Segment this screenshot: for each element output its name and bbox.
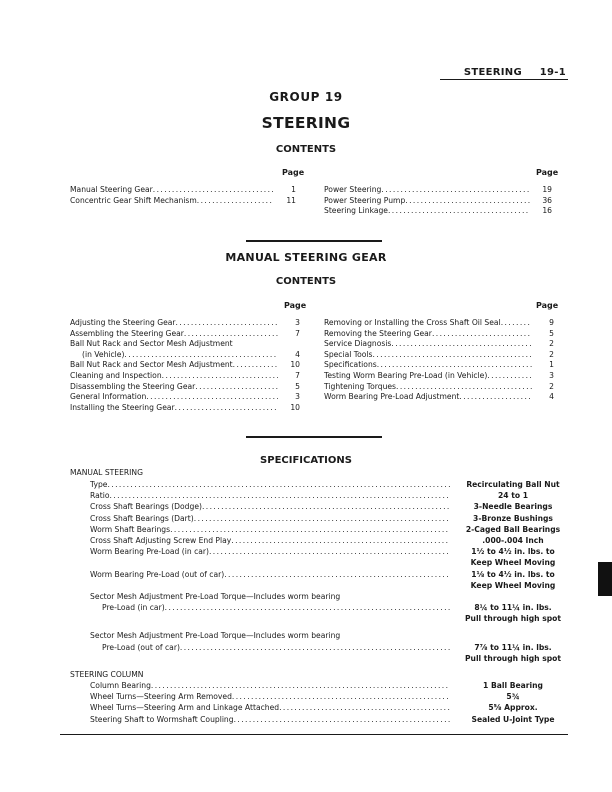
toc-entry-page: 1	[291, 185, 296, 194]
spec-label: Worm Shaft Bearings	[90, 524, 171, 534]
running-header	[450, 67, 566, 78]
toc-entry-page: 19	[542, 185, 552, 194]
toc-entry[interactable]	[324, 318, 554, 329]
spec-label: Steering Shaft to Wormshaft Coupling	[90, 714, 234, 724]
toc-entry[interactable]	[70, 371, 300, 382]
spec-value: Recirculating Ball Nut	[466, 480, 560, 489]
toc-entry-page: 9	[549, 318, 554, 327]
spec-value: Keep Wheel Moving	[470, 580, 556, 590]
spec-label: Pre-Load (in car)	[102, 603, 165, 613]
leader-dots	[202, 501, 450, 512]
spec-row	[90, 691, 568, 702]
leader-dots	[146, 392, 278, 403]
spec-category-steering-column: STEERING COLUMN	[70, 670, 144, 679]
toc-entry-title: Adjusting the Steering Gear	[70, 318, 176, 327]
toc-entry-title: Ball Nut Rack and Sector Mesh Adjustment	[70, 339, 233, 349]
spec-value: 1½ to 4½ in. lbs. to	[471, 547, 555, 557]
manual-toc-left-column	[70, 318, 300, 413]
leader-dots	[153, 185, 274, 196]
leader-dots	[151, 680, 450, 691]
toc-entry-page: 7	[295, 370, 300, 380]
spec-row	[90, 680, 568, 691]
toc-entry[interactable]	[70, 329, 300, 340]
toc-entry-page: 3	[549, 370, 554, 380]
toc-entry	[70, 339, 300, 350]
toc-entry-page: 1	[549, 360, 554, 370]
spec-value: 1 Ball Bearing	[483, 681, 543, 690]
leader-dots	[180, 642, 450, 653]
spec-value: Keep Wheel Moving	[470, 558, 556, 568]
toc-entry[interactable]	[324, 360, 554, 371]
thumb-index-tab	[598, 562, 612, 596]
spec-value: 3-Needle Bearings	[473, 502, 553, 512]
manual-toc-right-column	[324, 318, 554, 403]
spec-label: Worm Bearing Pre-Load (in car)	[90, 547, 209, 557]
toc-entry-title: Cleaning and Inspection	[70, 370, 162, 380]
leader-dots	[107, 479, 450, 490]
leader-dots	[224, 569, 450, 580]
toc-entry[interactable]	[324, 206, 552, 217]
spec-label: Cross Shaft Bearings (Dodge)	[90, 502, 202, 512]
spec-value: Pull through high spot	[464, 653, 561, 663]
toc-left-page-label: Page	[282, 168, 305, 177]
toc-entry-page: 2	[549, 381, 554, 391]
toc-entry[interactable]	[324, 392, 554, 403]
toc-entry-page: 4	[295, 349, 300, 359]
leader-dots	[381, 185, 530, 196]
leader-dots	[377, 360, 532, 371]
spec-value: 5⅝ Approx.	[488, 703, 538, 713]
spec-row	[90, 479, 568, 490]
spec-row	[90, 569, 568, 580]
spec-label: Cross Shaft Adjusting Screw End Play	[90, 535, 232, 545]
leader-dots	[487, 371, 532, 382]
toc-entry-page: 11	[286, 195, 296, 205]
leader-dots	[194, 513, 450, 524]
toc-entry-page: 36	[542, 195, 552, 205]
toc-entry-title: Specifications	[324, 360, 377, 370]
toc-entry-title: Disassembling the Steering Gear	[70, 381, 196, 391]
leader-dots	[405, 196, 530, 207]
toc-entry-title: Worm Bearing Pre-Load Adjustment	[324, 392, 460, 402]
spec-row	[90, 501, 568, 512]
leader-dots	[396, 382, 532, 393]
toc-entry-title: General Information	[70, 392, 147, 402]
toc-entry-title: Service Diagnosis	[324, 339, 392, 349]
spec-row	[90, 513, 568, 524]
toc-entry-page: 10	[290, 360, 300, 370]
section-heading-manual-steering-gear: MANUAL STEERING GEAR	[225, 251, 387, 264]
toc-entry[interactable]	[70, 360, 300, 371]
spec-row	[90, 714, 568, 725]
toc-entry-title: Power Steering	[324, 185, 382, 194]
section-divider	[246, 436, 382, 438]
leader-dots	[279, 702, 450, 713]
toc-entry-page: 5	[295, 381, 300, 391]
toc-left-column	[70, 185, 296, 206]
spec-row	[90, 580, 568, 591]
spec-label: Ratio	[90, 491, 110, 501]
section-divider	[246, 240, 382, 242]
toc-entry[interactable]	[324, 185, 552, 196]
leader-dots	[176, 318, 278, 329]
toc-entry-title: (in Vehicle)	[82, 349, 125, 359]
spec-value: .000-.004 Inch	[482, 535, 544, 545]
spec-label: Type	[90, 480, 108, 489]
leader-dots	[231, 535, 450, 546]
spec-value: 1⅛ to 4½ in. lbs. to	[471, 569, 555, 579]
toc-entry-title: Removing or Installing the Cross Shaft Oil Seal	[324, 318, 501, 327]
spec-label: Wheel Turns—Steering Arm Removed	[90, 692, 232, 702]
toc-entry[interactable]	[324, 350, 554, 361]
toc-entry-title: Special Tools	[324, 349, 373, 359]
toc-entry-page: 4	[549, 392, 554, 402]
spec-value: 2-Caged Ball Bearings	[465, 524, 561, 534]
spec-row	[90, 591, 568, 602]
page-title: STEERING	[261, 114, 351, 132]
toc-entry[interactable]	[70, 350, 300, 361]
spec-value: 5¾	[506, 692, 520, 702]
leader-dots	[388, 206, 530, 217]
toc-entry-title: Power Steering Pump	[324, 195, 406, 205]
spec-table-manual	[90, 479, 568, 664]
manual-left-page-label: Page	[284, 301, 307, 310]
leader-dots	[391, 339, 532, 350]
toc-entry[interactable]	[70, 403, 300, 414]
spec-row	[90, 613, 568, 624]
spec-value: Pull through high spot	[464, 614, 561, 624]
spec-value: 8¼ to 11¼ in. lbs.	[474, 603, 552, 613]
spec-row	[90, 653, 568, 664]
header-section: STEERING	[463, 67, 522, 78]
contents-heading: CONTENTS	[275, 144, 337, 155]
toc-entry-title: Testing Worm Bearing Pre-Load (in Vehicle)	[324, 370, 488, 380]
spec-row	[90, 630, 568, 641]
spec-value: 3-Bronze Bushings	[473, 513, 553, 523]
spec-label: Sector Mesh Adjustment Pre-Load Torque—Includes worm bearing	[90, 591, 341, 601]
toc-entry-page: 2	[549, 349, 554, 359]
leader-dots	[175, 403, 278, 414]
leader-dots	[184, 329, 278, 340]
spec-row	[90, 546, 568, 557]
spec-value: 24 to 1	[498, 491, 528, 501]
leader-dots	[110, 490, 451, 501]
toc-entry-page: 2	[549, 339, 554, 349]
spec-label: Pre-Load (out of car)	[102, 642, 180, 652]
spec-label: Cross Shaft Bearings (Dart)	[90, 513, 194, 523]
spec-label: Wheel Turns—Steering Arm and Linkage Attached	[90, 703, 280, 713]
toc-entry[interactable]	[324, 382, 554, 393]
spec-value: 7⅞ to 11¼ in. lbs.	[474, 642, 552, 652]
leader-dots	[209, 546, 450, 557]
leader-dots	[233, 360, 278, 371]
toc-entry-title: Assembling the Steering Gear	[70, 328, 184, 338]
leader-dots	[162, 371, 278, 382]
spec-row	[90, 524, 568, 535]
spec-row	[90, 490, 568, 501]
spec-table-column	[90, 680, 568, 725]
leader-dots	[459, 392, 532, 403]
leader-dots	[195, 382, 278, 393]
header-rule	[440, 79, 568, 80]
toc-entry-page: 10	[290, 402, 300, 412]
toc-entry-page: 3	[295, 318, 300, 327]
leader-dots	[501, 318, 532, 329]
specifications-heading: SPECIFICATIONS	[260, 455, 352, 466]
toc-entry-title: Removing the Steering Gear	[324, 328, 432, 338]
manual-right-page-label: Page	[536, 301, 559, 310]
spec-row	[90, 702, 568, 713]
spec-value: Sealed U-Joint Type	[471, 714, 555, 724]
toc-entry-title: Ball Nut Rack and Sector Mesh Adjustment	[70, 360, 233, 370]
toc-entry-page: 3	[295, 392, 300, 402]
spec-label: Column Bearing	[90, 681, 151, 690]
bottom-rule	[60, 734, 568, 735]
toc-entry[interactable]	[70, 392, 300, 403]
toc-entry-title: Installing the Steering Gear	[70, 402, 175, 412]
toc-entry[interactable]	[324, 196, 552, 207]
toc-entry-page: 5	[549, 328, 554, 338]
leader-dots	[232, 691, 450, 702]
spec-category-manual-steering: MANUAL STEERING	[70, 468, 143, 477]
toc-entry[interactable]	[70, 382, 300, 393]
spec-label: Worm Bearing Pre-Load (out of car)	[90, 569, 225, 579]
group-heading: GROUP 19	[269, 90, 343, 104]
toc-entry-page: 16	[542, 206, 552, 216]
spec-label: Sector Mesh Adjustment Pre-Load Torque—Includes worm bearing	[90, 631, 341, 641]
toc-entry[interactable]	[70, 318, 300, 329]
spec-row	[90, 642, 568, 653]
leader-dots	[165, 602, 450, 613]
toc-entry-page: 7	[295, 328, 300, 338]
manual-contents-heading: CONTENTS	[275, 276, 337, 287]
spec-row	[90, 557, 568, 568]
leader-dots	[170, 524, 450, 535]
toc-entry-title: Tightening Torques	[324, 381, 397, 391]
leader-dots	[124, 350, 278, 361]
leader-dots	[197, 196, 274, 207]
toc-entry[interactable]	[70, 185, 296, 196]
toc-entry[interactable]	[324, 371, 554, 382]
toc-entry[interactable]	[70, 196, 296, 207]
header-page-number: 19-1	[539, 67, 566, 78]
toc-entry-title: Steering Linkage	[324, 206, 388, 216]
spec-row	[90, 602, 568, 613]
leader-dots	[432, 329, 532, 340]
leader-dots	[234, 714, 450, 725]
toc-entry[interactable]	[324, 329, 554, 340]
toc-entry-title: Concentric Gear Shift Mechanism	[70, 195, 197, 205]
toc-right-column	[324, 185, 552, 217]
toc-entry[interactable]	[324, 339, 554, 350]
toc-entry-title: Manual Steering Gear	[70, 185, 153, 194]
leader-dots	[372, 350, 532, 361]
toc-right-page-label: Page	[536, 168, 559, 177]
spec-row	[90, 535, 568, 546]
